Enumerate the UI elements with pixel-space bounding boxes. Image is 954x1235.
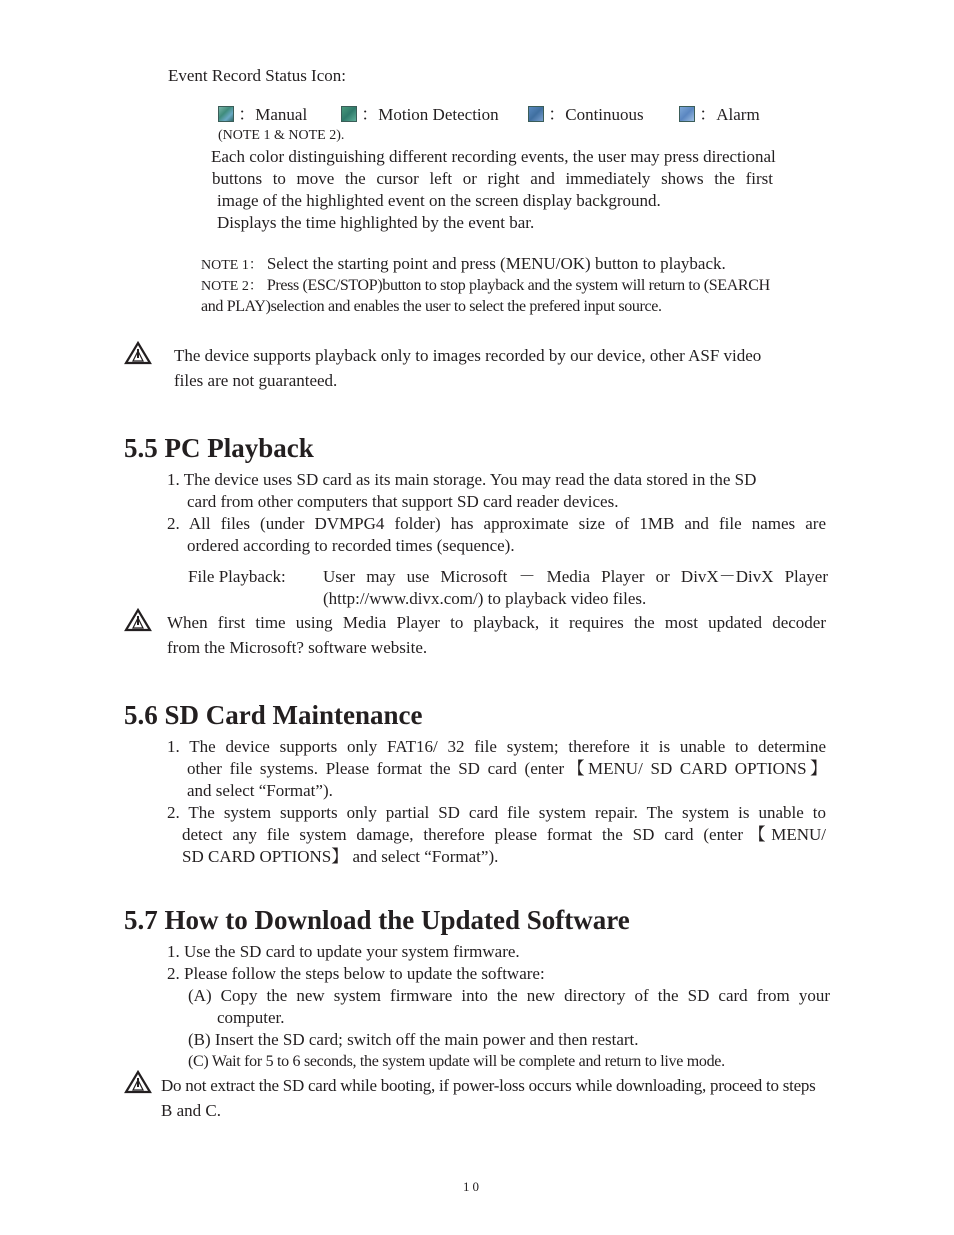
list-item: 2. The system supports only partial SD card file system repair. The system is unable to — [167, 803, 826, 822]
description-line: Displays the time highlighted by the event bar. — [217, 213, 535, 232]
warning-text: The device supports playback only to images recorded by our device, other ASF video — [174, 346, 762, 365]
continuous-icon — [528, 106, 544, 122]
manual-icon — [218, 106, 234, 122]
legend-label: ：Manual — [238, 105, 308, 124]
note-2-text: Press (ESC/STOP)button to stop playback and the system will return to (SEARCH — [266, 277, 770, 294]
file-playback-label: File Playback: — [188, 567, 286, 586]
list-item: detect any file system damage, therefore please format the SD card (enter【MENU/ — [182, 825, 826, 844]
description-line: image of the highlighted event on the screen display background. — [217, 191, 661, 210]
section-title-sd-maintenance: 5.6 SD Card Maintenance — [124, 700, 423, 730]
event-record-heading: Event Record Status Icon: — [168, 66, 346, 85]
list-item: other file systems. Please format the SD card (enter【MENU/ SD CARD OPTIONS】 — [187, 759, 827, 778]
list-item: (A) Copy the new system firmware into the new directory of the SD card from your — [188, 986, 830, 1005]
note-2-text-cont: and PLAY)selection and enables the user to select the prefered input source. — [201, 298, 662, 315]
list-item: (B) Insert the SD card; switch off the main power and then restart. — [188, 1030, 639, 1049]
legend-label: ：Continuous — [548, 105, 644, 124]
alarm-icon — [679, 106, 695, 122]
warning-text: from the Microsoft? software website. — [167, 638, 428, 657]
file-playback-text: User may use Microsoft － Media Player or DivX－DivX Player — [323, 567, 828, 586]
file-playback-text: (http://www.divx.com/) to playback video files. — [323, 589, 647, 608]
list-item: computer. — [217, 1008, 285, 1027]
list-item: 1. The device supports only FAT16/ 32 file system; therefore it is unable to determine — [167, 737, 826, 756]
warning-text: files are not guaranteed. — [174, 371, 338, 390]
section-title-pc-playback: 5.5 PC Playback — [124, 433, 314, 463]
note-1 — [201, 253, 726, 275]
warning-icon — [124, 608, 152, 632]
list-item: 2. Please follow the steps below to update the software: — [167, 964, 545, 983]
note-2 — [201, 275, 770, 296]
warning-text: When first time using Media Player to playback, it requires the most updated decoder — [167, 613, 826, 632]
legend-continuous — [528, 104, 644, 126]
legend-motion-detection — [341, 104, 499, 126]
list-item: 2. All files (under DVMPG4 folder) has approximate size of 1MB and file names are — [167, 514, 826, 533]
section-title-update: 5.7 How to Download the Updated Software — [124, 905, 630, 935]
warning-text: Do not extract the SD card while booting, if power-loss occurs while downloading, proceed to steps — [161, 1076, 816, 1095]
list-item: (C) Wait for 5 to 6 seconds, the system update will be complete and return to live mode. — [188, 1053, 725, 1070]
description-line: buttons to move the cursor left or right and immediately shows the first — [212, 169, 773, 188]
note-reference: (NOTE 1 & NOTE 2). — [218, 128, 345, 143]
list-item: 1. Use the SD card to update your system firmware. — [167, 942, 520, 961]
legend-label: ：Alarm — [699, 105, 760, 124]
legend-alarm — [679, 104, 760, 126]
legend-label: ：Motion Detection — [361, 105, 499, 124]
note-1-text: Select the starting point and press (MENU/OK) button to playback. — [266, 254, 726, 273]
list-item: card from other computers that support SD card reader devices. — [187, 492, 619, 511]
legend-manual — [218, 104, 307, 126]
page-number: 10 — [463, 1179, 482, 1194]
warning-icon — [124, 341, 152, 365]
warning-text: B and C. — [161, 1101, 221, 1120]
list-item: SD CARD OPTIONS】 and select “Format”). — [182, 847, 499, 866]
note-2-label: NOTE 2： — [201, 279, 263, 294]
list-item: ordered according to recorded times (sequence). — [187, 536, 515, 555]
note-1-label: NOTE 1： — [201, 258, 263, 273]
description-line: Each color distinguishing different recording events, the user may press directional — [211, 147, 776, 166]
list-item: and select “Format”). — [187, 781, 333, 800]
list-item: 1. The device uses SD card as its main storage. You may read the data stored in the SD — [167, 470, 757, 489]
warning-icon — [124, 1070, 152, 1094]
motion-detection-icon — [341, 106, 357, 122]
